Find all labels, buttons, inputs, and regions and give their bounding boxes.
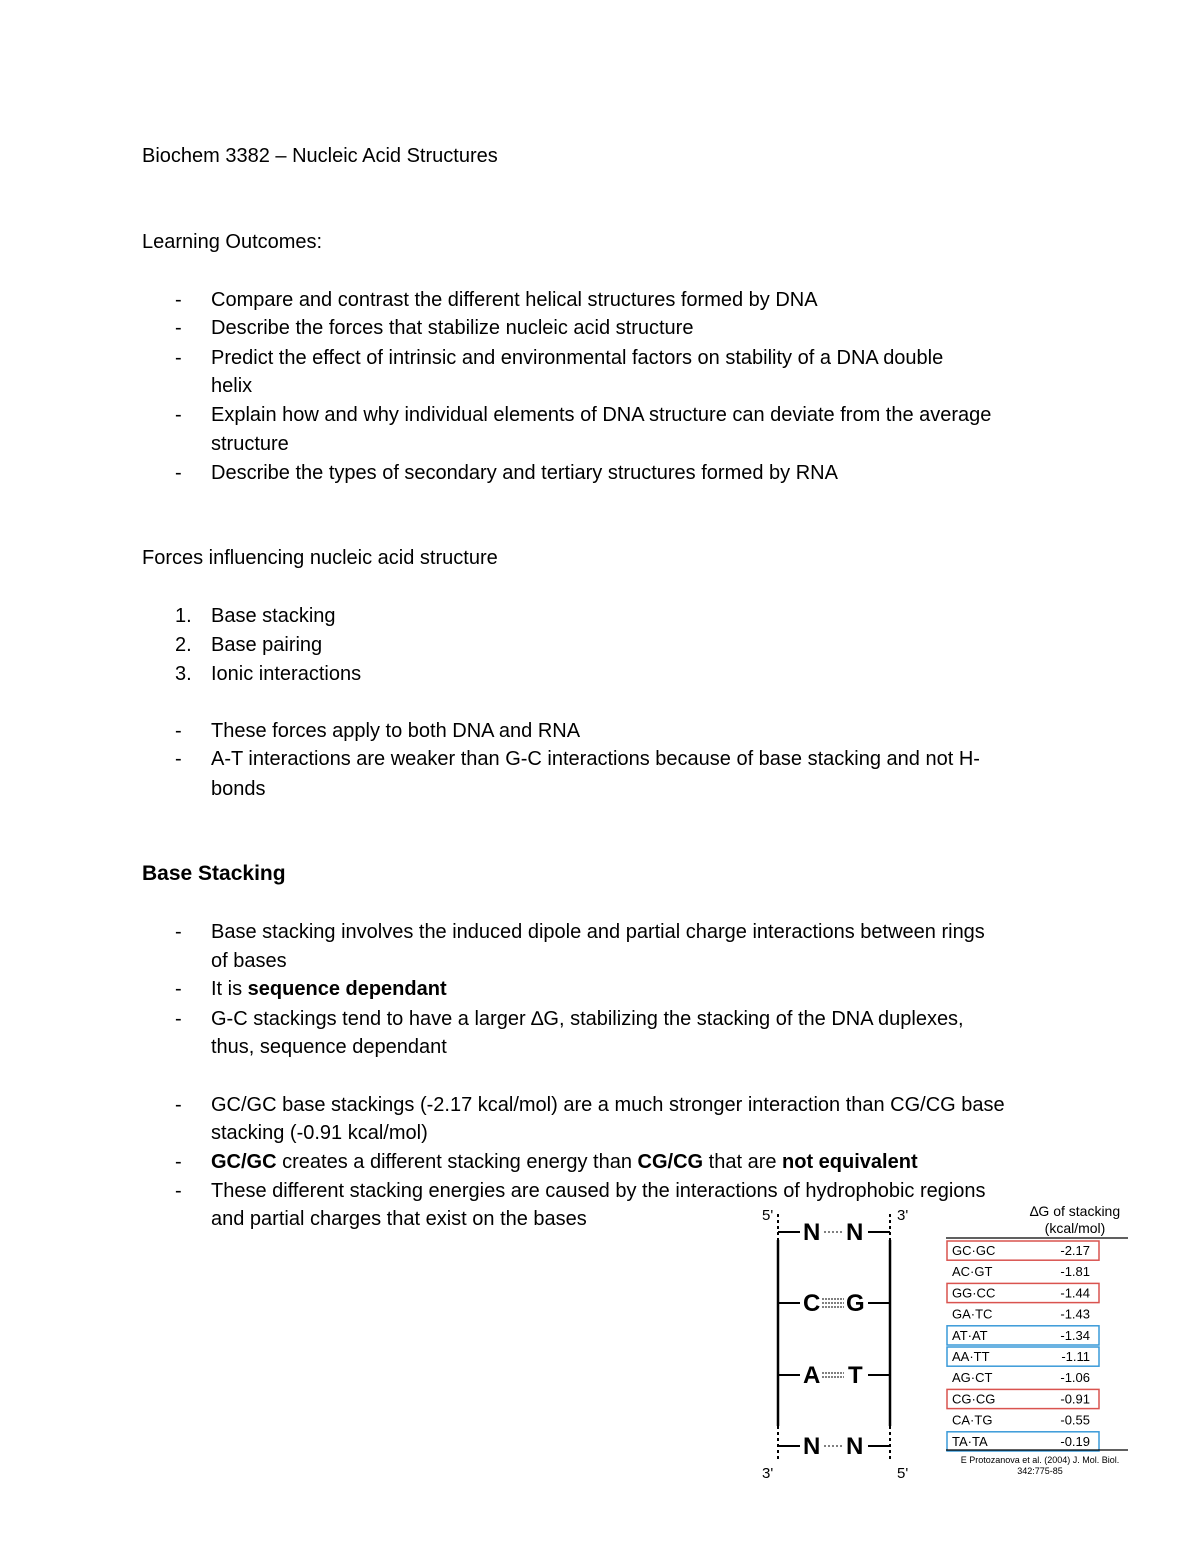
table-cell-pair: AA·TT: [952, 1349, 990, 1364]
bullet-dash: -: [175, 347, 182, 369]
table-cell-value: -1.43: [1060, 1306, 1090, 1322]
base-pair-row: [778, 1433, 890, 1460]
table-cell-pair: GC·GC: [952, 1243, 996, 1258]
table-cell-value: -1.06: [1060, 1370, 1090, 1386]
strand-label-3prime-bottom: 3': [762, 1465, 774, 1482]
document-title: Biochem 3382 – Nucleic Acid Structures: [142, 145, 498, 167]
outcome-item: Explain how and why individual elements of DNA structure can deviate from the average: [211, 404, 992, 426]
table-cell-value: -1.44: [1060, 1285, 1090, 1301]
bullet-dash: -: [175, 317, 182, 339]
table-cell-pair: GG·CC: [952, 1285, 996, 1301]
note-text: that are: [703, 1151, 783, 1173]
table-row: [952, 1413, 1090, 1428]
outcome-item: Compare and contrast the different helical structures formed by DNA: [211, 289, 818, 311]
table-cell-value: -2.17: [1060, 1243, 1090, 1258]
list-number: 1.: [175, 605, 192, 627]
bullet-dash: -: [175, 289, 182, 311]
table-cell-pair: AG·CT: [952, 1370, 993, 1386]
base-left: A: [803, 1362, 821, 1389]
base-right: N: [846, 1219, 864, 1246]
emphasis-text: GC/GC: [211, 1151, 277, 1173]
table-row: [947, 1241, 1099, 1260]
base-left: N: [803, 1433, 821, 1460]
table-cell-value: -1.81: [1060, 1264, 1090, 1280]
citation-line-2: 342:775-85: [1017, 1466, 1063, 1476]
dna-stacking-diagram: [750, 1198, 950, 1488]
forces-list-item: Base pairing: [211, 634, 323, 656]
note-text: It is: [211, 978, 248, 1000]
base-right: N: [846, 1433, 864, 1460]
bullet-dash: -: [175, 1094, 182, 1116]
stacking-note: [211, 1148, 918, 1176]
table-cell-pair: CG·CG: [952, 1391, 996, 1407]
forces-list-item: Base stacking: [211, 605, 336, 627]
stacking-note: GC/GC base stackings (-2.17 kcal/mol) are a much stronger interaction than CG/CG base: [211, 1094, 1005, 1116]
base-right: T: [848, 1362, 863, 1389]
base-stacking-heading: Base Stacking: [142, 862, 286, 885]
emphasis-text: sequence dependant: [247, 978, 447, 1000]
table-cell-value: -1.34: [1060, 1327, 1090, 1343]
forces-list-item: Ionic interactions: [211, 663, 362, 685]
base-right: G: [846, 1290, 865, 1317]
stacking-note: [211, 975, 447, 1003]
bullet-dash: -: [175, 1151, 182, 1173]
outcome-item-continued: helix: [211, 375, 253, 397]
emphasis-text: CG/CG: [637, 1151, 704, 1173]
bullet-dash: -: [175, 404, 182, 426]
table-row: [947, 1326, 1099, 1345]
table-body: [947, 1241, 1099, 1451]
citation-line-1: E Protozanova et al. (2004) J. Mol. Biol.: [960, 1455, 1120, 1465]
table-row: [947, 1432, 1099, 1451]
stacking-note: G-C stackings tend to have a larger ∆G, stabilizing the stacking of the DNA duplexes,: [211, 1008, 964, 1030]
list-number: 2.: [175, 634, 192, 656]
emphasis-text: not equivalent: [782, 1151, 918, 1173]
table-cell-pair: GA·TC: [952, 1306, 993, 1322]
outcome-item: Describe the forces that stabilize nucleic acid structure: [211, 317, 694, 339]
learning-outcomes-heading: Learning Outcomes:: [142, 231, 323, 253]
table-row: [952, 1370, 1090, 1385]
table-cell-value: -0.91: [1060, 1391, 1090, 1407]
bullet-dash: -: [175, 921, 182, 943]
bullet-dash: -: [175, 1008, 182, 1030]
table-row: [947, 1389, 1099, 1408]
stacking-energy-table: [940, 1198, 1135, 1483]
outcome-item: Predict the effect of intrinsic and environmental factors on stability of a DNA double: [211, 347, 944, 369]
base-pair-row: [778, 1290, 890, 1317]
bullet-dash: -: [175, 748, 182, 770]
stacking-note: Base stacking involves the induced dipole and partial charge interactions between rings: [211, 921, 985, 943]
table-cell-value: -0.55: [1060, 1412, 1090, 1428]
bullet-dash: -: [175, 978, 182, 1000]
base-pair-row: [778, 1219, 890, 1246]
base-left: N: [803, 1219, 821, 1246]
table-cell-pair: CA·TG: [952, 1412, 993, 1428]
stacking-note-continued: stacking (-0.91 kcal/mol): [211, 1122, 428, 1144]
strand-label-5prime-bottom: 5': [897, 1465, 909, 1482]
forces-note: A-T interactions are weaker than G-C interactions because of base stacking and not H-: [211, 748, 980, 770]
base-left: C: [803, 1290, 821, 1317]
bullet-dash: -: [175, 720, 182, 742]
strand-label-5prime-top: 5': [762, 1207, 774, 1224]
table-row: [952, 1307, 1090, 1322]
outcome-item: Describe the types of secondary and tertiary structures formed by RNA: [211, 462, 838, 484]
list-number: 3.: [175, 663, 192, 685]
stacking-note-continued: thus, sequence dependant: [211, 1036, 447, 1058]
forces-heading: Forces influencing nucleic acid structure: [142, 547, 498, 569]
stacking-note: These different stacking energies are caused by the interactions of hydrophobic regions: [211, 1180, 986, 1202]
table-header-title: ∆G of stacking: [1029, 1203, 1121, 1219]
table-cell-value: -0.19: [1060, 1433, 1090, 1449]
table-cell-pair: AT·AT: [952, 1327, 988, 1343]
table-row: [947, 1283, 1099, 1302]
base-pair-row: [778, 1362, 890, 1389]
table-cell-pair: AC·GT: [952, 1264, 993, 1280]
stacking-note-continued: and partial charges that exist on the bases: [211, 1208, 587, 1230]
outcome-item-continued: structure: [211, 433, 289, 455]
table-row: [947, 1347, 1099, 1366]
note-text: creates a different stacking energy than: [276, 1151, 638, 1173]
forces-note: These forces apply to both DNA and RNA: [211, 720, 581, 742]
bullet-dash: -: [175, 1180, 182, 1202]
table-cell-value: -1.11: [1061, 1349, 1090, 1364]
table-cell-pair: TA·TA: [952, 1433, 988, 1449]
table-row: [952, 1264, 1090, 1279]
stacking-note-continued: of bases: [211, 950, 287, 972]
bullet-dash: -: [175, 462, 182, 484]
forces-note-continued: bonds: [211, 778, 266, 800]
strand-label-3prime-top: 3': [897, 1207, 909, 1224]
table-header-units: (kcal/mol): [1044, 1220, 1106, 1236]
